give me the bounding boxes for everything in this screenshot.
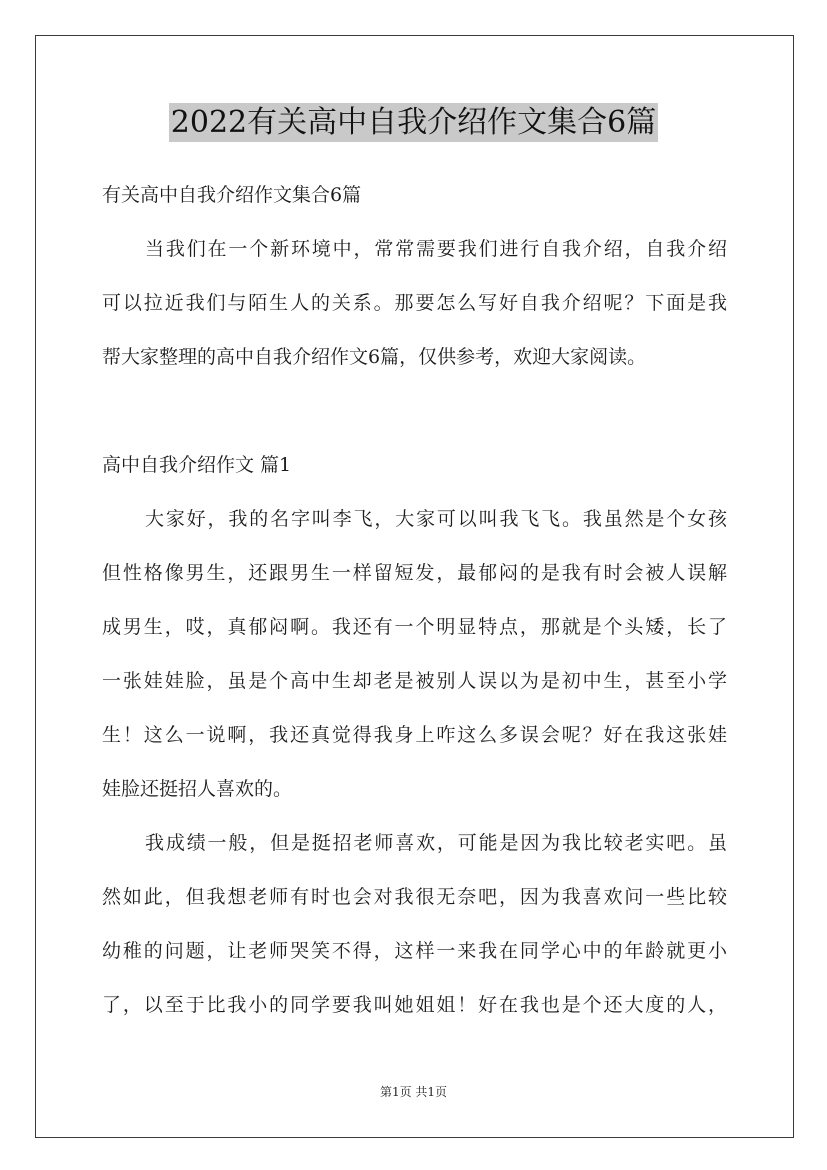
paragraph-line: 然如此，但我想老师有时也会对我很无奈吧，因为我喜欢问一些比较: [102, 886, 727, 908]
document-subtitle: 有关高中自我介绍作文集合6篇: [102, 184, 362, 206]
document-body: [102, 168, 727, 1032]
intro-line: 可以拉近我们与陌生人的关系。那要怎么写好自我介绍呢？下面是我: [102, 292, 727, 314]
paragraph-line: 我成绩一般，但是挺招老师喜欢，可能是因为我比较老实吧。虽: [145, 832, 727, 854]
page-footer: 第1页 共1页: [379, 1085, 448, 1099]
paragraph-line: 了，以至于比我小的同学要我叫她姐姐！好在我也是个还大度的人，: [102, 994, 727, 1016]
paragraph-line: 大家好，我的名字叫李飞，大家可以叫我飞飞。我虽然是个女孩: [145, 508, 727, 530]
blank-line: [102, 384, 727, 438]
paragraph-line: 但性格像男生，还跟男生一样留短发，最郁闷的是我有时会被人误解: [102, 562, 727, 584]
intro-line: 帮大家整理的高中自我介绍作文6篇，仅供参考，欢迎大家阅读。: [102, 346, 647, 368]
paragraph-line: 生！这么一说啊，我还真觉得我身上咋这么多误会呢？好在我这张娃: [102, 724, 727, 746]
paragraph-line: 幼稚的问题，让老师哭笑不得，这样一来我在同学心中的年龄就更小: [102, 940, 727, 962]
section-heading: 高中自我介绍作文 篇1: [102, 454, 292, 476]
paragraph-line: 一张娃娃脸，虽是个高中生却老是被别人误以为是初中生，甚至小学: [102, 670, 727, 692]
document-title: 2022有关高中自我介绍作文集合6篇: [170, 105, 657, 140]
title-container: [0, 103, 827, 142]
intro-line: 当我们在一个新环境中，常常需要我们进行自我介绍，自我介绍: [145, 238, 727, 260]
paragraph-line: 娃脸还挺招人喜欢的。: [102, 778, 293, 800]
paragraph-line: 成男生，哎，真郁闷啊。我还有一个明显特点，那就是个头矮，长了: [102, 616, 727, 638]
